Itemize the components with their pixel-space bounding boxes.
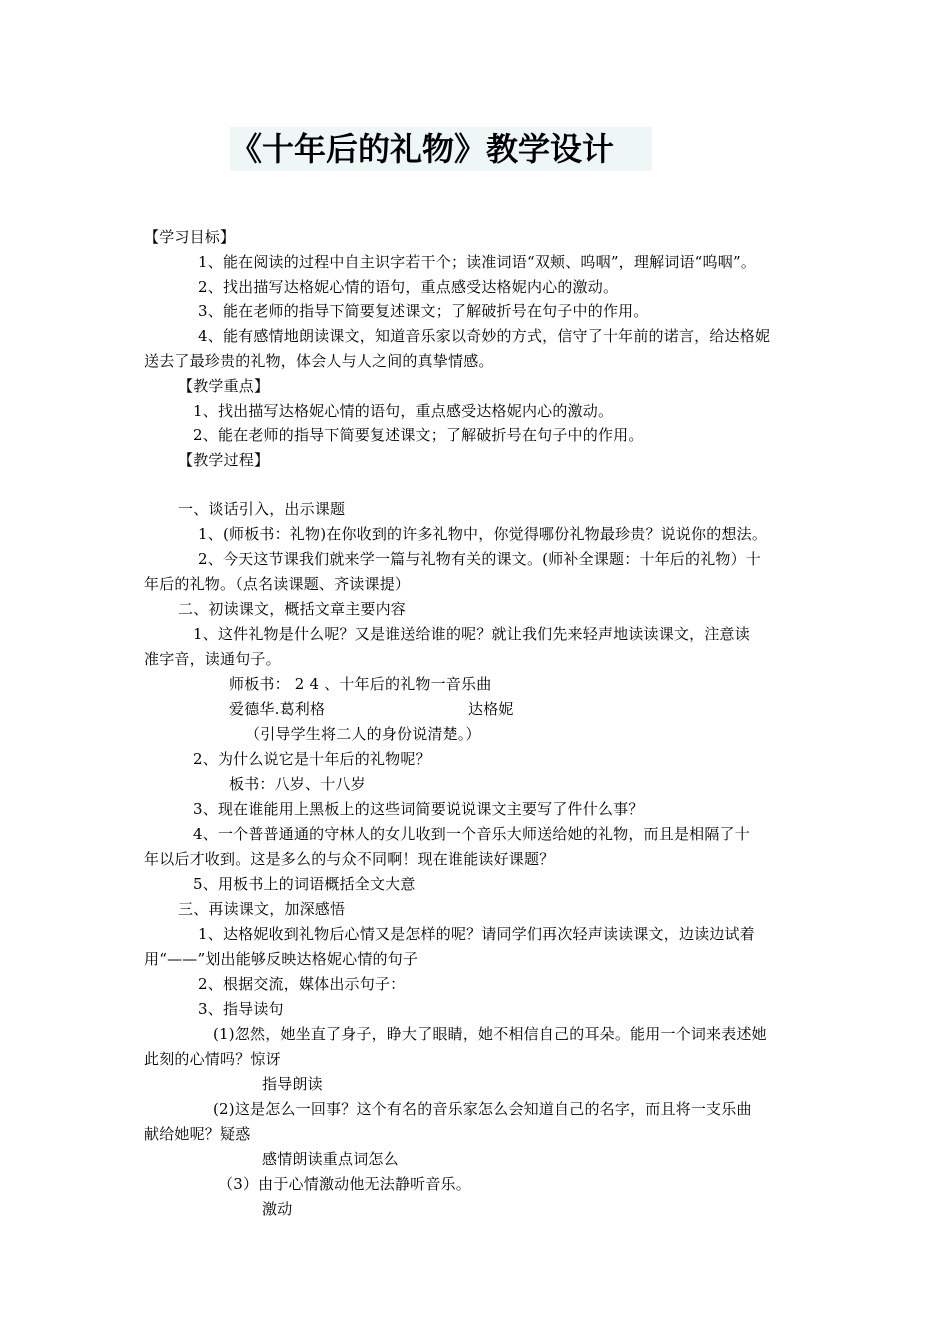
key-point-1: 1、找出描写达格妮心情的语句，重点感受达格妮内心的激动。 [193, 402, 614, 420]
section-heading-key-points: 【教学重点】 [178, 377, 270, 395]
step-3-item-1: 1、达格妮收到礼物后心情又是怎样的呢？请同学们再次轻声读读课文，边读边试着 [198, 925, 755, 943]
step-heading-3: 三、再读课文，加深感悟 [178, 900, 346, 918]
step-2-item-5: 5、用板书上的词语概括全文大意 [193, 875, 416, 893]
sentence-2-cont: 献给她呢？疑惑 [144, 1125, 251, 1143]
step-2-item-1: 1、这件礼物是什么呢？又是谁送给谁的呢？就让我们先来轻声地读读课文，注意读 [193, 625, 750, 643]
step-heading-2: 二、初读课文，概括文章主要内容 [178, 600, 407, 618]
step-1-item-2: 2、今天这节课我们就来学一篇与礼物有关的课文。(师补全课题：十年后的礼物）十 [198, 550, 761, 568]
step-3-item-2: 2、根据交流，媒体出示句子： [198, 975, 406, 993]
step-2-item-3: 3、现在谁能用上黑板上的这些词简要说说课文主要写了件什么事？ [193, 800, 644, 818]
board-name-edward: 爱德华.葛利格 [229, 700, 326, 718]
objective-3: 3、能在老师的指导下简要复述课文；了解破折号在句子中的作用。 [198, 302, 649, 320]
step-1-item-2-cont: 年后的礼物。（点名读课题、齐读课提） [144, 575, 411, 593]
board-writing-2: 板书：八岁、十八岁 [229, 775, 366, 793]
sentence-3: （3）由于心情激动他无法静听音乐。 [218, 1175, 471, 1193]
section-heading-process: 【教学过程】 [178, 451, 270, 469]
step-2-item-4: 4、一个普普通通的守林人的女儿收到一个音乐大师送给她的礼物，而且是相隔了十 [193, 825, 750, 843]
step-2-item-1-cont: 准字音，读通句子。 [144, 650, 281, 668]
step-heading-1: 一、谈话引入，出示课题 [178, 500, 346, 518]
objective-4: 4、能有感情地朗读课文，知道音乐家以奇妙的方式，信守了十年前的诺言，给达格妮 [198, 327, 771, 345]
objective-2: 2、找出描写达格妮心情的语句，重点感受达格妮内心的激动。 [198, 278, 619, 296]
objective-1: 1、能在阅读的过程中自主识字若干个；读准词语“双颊、呜咽”，理解词语“呜咽”。 [198, 253, 757, 271]
objective-4-cont: 送去了最珍贵的礼物，体会人与人之间的真挚情感。 [144, 352, 494, 370]
document-title: 《十年后的礼物》教学设计 [230, 127, 652, 171]
step-1-item-1: 1、(师板书：礼物)在你收到的许多礼物中，你觉得哪份礼物最珍贵？说说你的想法。 [198, 525, 768, 543]
sentence-2-note: 感情朗读重点词怎么 [262, 1150, 399, 1168]
sentence-1-note: 指导朗读 [262, 1075, 323, 1093]
step-2-item-2: 2、为什么说它是十年后的礼物呢？ [193, 750, 431, 768]
section-heading-objectives: 【学习目标】 [144, 228, 236, 246]
board-name-dagny: 达格妮 [468, 700, 514, 718]
step-3-item-3: 3、指导读句 [198, 1000, 284, 1018]
guide-note: （引导学生将二人的身份说清楚。） [245, 725, 481, 743]
step-3-item-1-cont: 用“——”划出能够反映达格妮心情的句子 [144, 950, 419, 968]
sentence-2: (2)这是怎么一回事？这个有名的音乐家怎么会知道自己的名字，而且将一支乐曲 [213, 1100, 752, 1118]
sentence-1-cont: 此刻的心情吗？惊讶 [144, 1050, 281, 1068]
key-point-2: 2、能在老师的指导下简要复述课文；了解破折号在句子中的作用。 [193, 426, 644, 444]
sentence-3-note: 激动 [262, 1200, 293, 1218]
step-2-item-4-cont: 年以后才收到。这是多么的与众不同啊！现在谁能读好课题？ [144, 850, 555, 868]
board-writing-1: 师板书： 2 4 、十年后的礼物一音乐曲 [229, 675, 492, 693]
sentence-1: (1)忽然，她坐直了身子，睁大了眼睛，她不相信自己的耳朵。能用一个词来表述她 [213, 1025, 767, 1043]
